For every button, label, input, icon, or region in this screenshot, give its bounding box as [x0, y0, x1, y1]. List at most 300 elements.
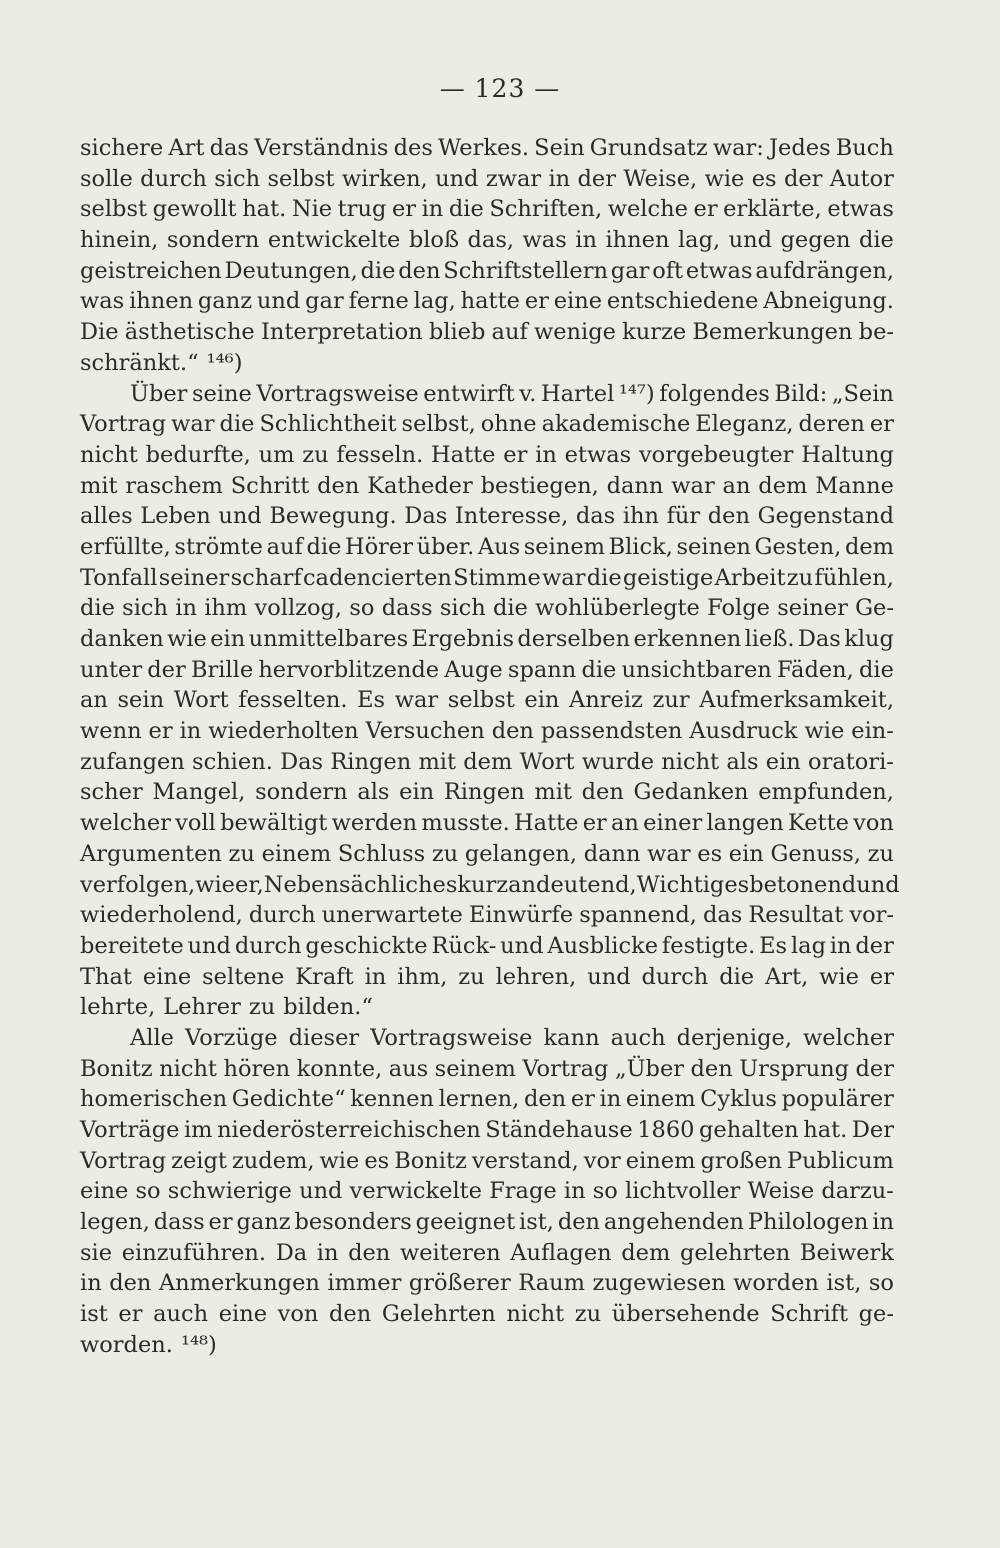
- word: blieb: [428, 319, 486, 346]
- word: Weise: [747, 1178, 815, 1205]
- word: den: [398, 257, 441, 284]
- word: war:: [712, 135, 764, 161]
- word: die: [80, 595, 115, 622]
- word: für: [666, 503, 701, 530]
- word: fesselten.: [238, 687, 348, 714]
- word: Hatte: [431, 441, 496, 468]
- word: oratori-: [808, 748, 894, 775]
- word: alles: [80, 503, 133, 530]
- word: das,: [467, 227, 515, 254]
- word: scharf: [230, 564, 302, 591]
- word: trug: [337, 196, 387, 223]
- word: oft: [652, 257, 684, 284]
- word: ge-: [858, 1301, 894, 1328]
- word: Brille: [190, 656, 254, 683]
- word: angehenden: [603, 1209, 745, 1236]
- word: solle: [80, 165, 133, 192]
- word: entwirft: [423, 380, 515, 407]
- text-line: [80, 747, 894, 778]
- text-line: [80, 1146, 894, 1177]
- word: bedurfte,: [145, 441, 251, 468]
- text-line: [80, 348, 894, 379]
- word: Anmerkungen: [158, 1270, 320, 1297]
- word: den: [557, 1209, 601, 1236]
- word: dass: [381, 595, 433, 622]
- word: des: [393, 135, 433, 161]
- word: bereitete: [80, 932, 184, 959]
- text-line: [80, 992, 894, 1023]
- word: in: [535, 441, 557, 468]
- word: die: [448, 196, 484, 223]
- word: Da: [275, 1239, 308, 1266]
- word: in: [548, 165, 571, 192]
- word: auch: [153, 1301, 209, 1328]
- word: ihnen: [605, 227, 670, 254]
- word: an: [722, 472, 751, 499]
- word: dieser: [288, 1024, 360, 1051]
- word: Grundsatz: [589, 135, 708, 161]
- word: strömte: [174, 533, 263, 560]
- word: wenige: [533, 319, 616, 346]
- word: in: [175, 595, 197, 622]
- word: durch: [234, 932, 302, 959]
- word: so: [592, 1178, 618, 1205]
- word: Der: [851, 1117, 894, 1143]
- word: Lehrer: [163, 994, 241, 1021]
- word: Das: [404, 503, 448, 530]
- word: bestiegen,: [480, 472, 599, 499]
- word: welcher: [80, 810, 171, 837]
- word: Gegenstand: [757, 503, 894, 530]
- word: Wichtiges: [636, 871, 750, 898]
- word: Bonitz: [394, 1147, 467, 1174]
- word: lehrte,: [80, 994, 156, 1021]
- word: 1860: [637, 1117, 695, 1143]
- word: aufdrängen,: [755, 257, 894, 284]
- word: Versuchen: [365, 718, 485, 745]
- word: ein: [728, 840, 764, 867]
- word: besonders: [294, 1209, 412, 1236]
- word: ihm,: [397, 963, 448, 990]
- word: vor-: [849, 902, 894, 929]
- word: sich: [439, 595, 486, 622]
- word: den: [348, 1239, 391, 1266]
- word: Aus: [477, 533, 521, 560]
- word: verwickelte: [349, 1178, 482, 1205]
- word: deren: [798, 411, 865, 438]
- text-line: [80, 900, 894, 931]
- word: bewältigt: [220, 810, 328, 837]
- word: und: [435, 165, 479, 192]
- word: dann: [606, 472, 664, 499]
- word: der: [577, 165, 617, 192]
- word: einzuführen.: [121, 1239, 267, 1266]
- word: zudem,: [231, 1147, 315, 1174]
- word: die: [859, 656, 894, 683]
- word: Auflagen: [510, 1239, 612, 1266]
- word: Kette: [788, 810, 849, 837]
- word: Rück-: [431, 932, 497, 959]
- word: er: [869, 963, 894, 990]
- word: dass: [153, 1209, 205, 1236]
- text-line: [80, 409, 894, 440]
- word: Ge-: [855, 595, 894, 622]
- word: das: [702, 902, 743, 929]
- word: dem: [463, 748, 513, 775]
- word: es: [364, 1147, 390, 1174]
- word: kann: [543, 1024, 600, 1051]
- word: wurde: [581, 748, 655, 775]
- word: Interpretation: [260, 319, 423, 346]
- word: Gedanken: [633, 779, 749, 806]
- word: spannend,: [579, 902, 697, 929]
- text-line: [80, 1268, 894, 1299]
- word: Katheder: [367, 472, 473, 499]
- text-line: [80, 1238, 894, 1269]
- word: von: [853, 810, 894, 837]
- word: vorgebeugter: [638, 441, 794, 468]
- word: mit: [418, 748, 457, 775]
- word: zu: [786, 564, 814, 591]
- word: Vorträge: [80, 1117, 180, 1143]
- word: war: [171, 411, 215, 438]
- word: einem: [625, 1086, 696, 1113]
- text-line: [80, 1115, 894, 1146]
- word: derjenige,: [676, 1024, 792, 1051]
- word: einer: [643, 810, 703, 837]
- word: er: [582, 810, 607, 837]
- word: ein: [399, 779, 435, 806]
- word: ein-: [851, 718, 894, 745]
- word: schien.: [192, 748, 273, 775]
- word: gar: [305, 288, 344, 315]
- word: Schlichtheit: [259, 411, 397, 438]
- text-line: [80, 1207, 894, 1238]
- word: Über: [130, 380, 188, 407]
- word: welche: [607, 196, 688, 223]
- word: Haltung: [801, 441, 894, 468]
- word: Vortrag: [80, 411, 167, 438]
- word: cadencierten: [302, 564, 452, 591]
- word: v.: [519, 380, 537, 407]
- word: Es: [357, 687, 386, 714]
- word: seinem: [434, 1055, 516, 1082]
- word: sich: [214, 165, 261, 192]
- word: seiner: [158, 564, 230, 591]
- word: geistige: [622, 564, 714, 591]
- word: auch: [610, 1024, 666, 1051]
- word: was: [80, 288, 125, 315]
- word: Alle: [130, 1024, 174, 1051]
- word: sichere: [80, 135, 164, 161]
- word: ihn: [622, 503, 660, 530]
- word: klug: [844, 626, 894, 652]
- word: einem: [625, 1147, 696, 1174]
- text-line: [80, 532, 894, 563]
- word: Schriften,: [489, 196, 603, 223]
- text-line: [80, 471, 894, 502]
- word: gar: [610, 257, 650, 284]
- word: nicht: [80, 441, 138, 468]
- word: Bemerkungen: [692, 319, 853, 346]
- word: betonend: [749, 871, 857, 898]
- word: verfolgen,: [80, 871, 196, 898]
- word: Sein: [534, 135, 585, 161]
- word: selbst: [447, 687, 515, 714]
- word: legen,: [80, 1209, 150, 1236]
- word: den: [707, 503, 750, 530]
- text-line: [80, 716, 894, 747]
- word: und: [187, 932, 231, 959]
- word: war: [647, 840, 691, 867]
- word: sein: [117, 687, 165, 714]
- word: empfunden,: [758, 779, 894, 806]
- word: sich: [122, 595, 169, 622]
- word: wie: [704, 165, 745, 192]
- word: großen: [700, 1147, 783, 1174]
- text-line: [80, 685, 894, 716]
- word: Argumenten: [80, 840, 222, 867]
- word: Das: [280, 748, 324, 775]
- word: schränkt.“: [80, 349, 199, 376]
- word: vor: [583, 1147, 621, 1174]
- word: so: [135, 1178, 161, 1205]
- word: populärer: [781, 1086, 894, 1113]
- word: Bild:: [774, 380, 828, 407]
- word: der: [855, 932, 894, 959]
- word: den: [317, 472, 360, 499]
- word: und: [218, 503, 262, 530]
- word: Hörer: [344, 533, 413, 560]
- word: in: [421, 196, 444, 223]
- text-line: [80, 164, 894, 195]
- word: übersehende: [611, 1301, 760, 1328]
- word: bloß: [408, 227, 460, 254]
- text-line: [80, 440, 894, 471]
- word: Resultat: [748, 902, 844, 929]
- word: weiteren: [399, 1239, 501, 1266]
- word: gelehrten: [679, 1239, 791, 1266]
- word: derselben: [517, 626, 631, 652]
- word: Schriftstellern: [443, 257, 608, 284]
- text-line: [80, 1023, 894, 1054]
- word: hinein,: [80, 227, 159, 254]
- word: in: [575, 227, 597, 254]
- word: er,: [235, 871, 264, 898]
- word: That: [80, 963, 132, 990]
- word: den: [329, 1301, 372, 1328]
- word: seinem: [523, 533, 605, 560]
- word: Eleganz,: [695, 411, 794, 438]
- word: Hartel: [540, 380, 615, 407]
- word: worden.: [80, 1331, 173, 1358]
- word: seiner: [777, 595, 848, 622]
- word: einem: [261, 840, 332, 867]
- word: passendsten: [540, 718, 683, 745]
- word: dem: [844, 533, 894, 560]
- word: homerischen: [80, 1086, 228, 1113]
- word: er: [391, 196, 417, 223]
- text-line: [80, 317, 894, 348]
- word: zur: [652, 687, 690, 714]
- word: in: [80, 1270, 102, 1297]
- word: in: [872, 1209, 894, 1236]
- text-line: [80, 225, 894, 256]
- word: Ringen: [330, 748, 412, 775]
- word: Gesten,: [754, 533, 842, 560]
- word: die: [492, 595, 528, 622]
- text-line: [80, 593, 894, 624]
- text-line: [80, 1084, 894, 1115]
- text-line: [80, 808, 894, 839]
- word: in: [316, 1239, 339, 1266]
- word: erfüllte,: [80, 533, 171, 560]
- word: zeigt: [171, 1147, 227, 1174]
- word: den: [581, 779, 624, 806]
- word: sie: [80, 1239, 113, 1266]
- word: Mangel,: [152, 779, 246, 806]
- word: Frage: [489, 1178, 557, 1205]
- word: festigte.: [661, 932, 756, 959]
- word: ein: [765, 748, 801, 775]
- text-line: [80, 931, 894, 962]
- word: Weise,: [623, 165, 698, 192]
- word: Beiwerk: [799, 1239, 894, 1266]
- word: musste.: [421, 810, 510, 837]
- word: in: [179, 718, 202, 745]
- text-line: [80, 501, 894, 532]
- word: Art,: [765, 963, 809, 990]
- word: zu: [458, 963, 485, 990]
- word: ganz: [197, 288, 253, 315]
- word: Manne: [815, 472, 894, 499]
- word: Tonfall: [80, 564, 158, 591]
- word: von: [277, 1301, 319, 1328]
- word: ihnen: [129, 288, 194, 315]
- word: eine: [142, 963, 192, 990]
- word: Raum: [518, 1270, 585, 1297]
- word: war: [394, 687, 439, 714]
- word: ¹⁴⁸): [180, 1331, 217, 1358]
- word: ist,: [826, 1270, 862, 1297]
- word: die: [219, 411, 255, 438]
- word: hören: [223, 1055, 291, 1082]
- word: und: [299, 1178, 343, 1205]
- word: hervorblitzende: [258, 656, 440, 683]
- word: das: [575, 503, 616, 530]
- word: voll: [175, 810, 216, 837]
- word: Kraft: [295, 963, 354, 990]
- word: Ständehause: [485, 1117, 633, 1143]
- word: das: [209, 135, 249, 161]
- word: unter: [80, 656, 143, 683]
- word: Ausdruck: [689, 718, 798, 745]
- word: er: [570, 1086, 595, 1113]
- word: er: [503, 441, 528, 468]
- word: Abneigung.: [763, 288, 894, 315]
- word: kennen: [350, 1086, 434, 1113]
- word: wirken,: [341, 165, 428, 192]
- word: welcher: [803, 1024, 894, 1051]
- word: Fäden,: [776, 656, 854, 683]
- word: dem: [621, 1239, 671, 1266]
- word: konnte,: [296, 1055, 383, 1082]
- word: den: [523, 1086, 567, 1113]
- word: sondern: [166, 227, 260, 254]
- word: Werkes.: [438, 135, 530, 161]
- word: scher: [80, 779, 143, 806]
- word: unerwartete: [321, 902, 463, 929]
- word: Auge: [444, 656, 503, 683]
- word: ist: [80, 1301, 108, 1328]
- word: und: [256, 288, 301, 315]
- word: entwickelte: [267, 227, 401, 254]
- word: Jedes: [769, 135, 831, 161]
- word: nicht: [661, 748, 720, 775]
- word: zu: [302, 441, 329, 468]
- word: lag,: [413, 288, 456, 315]
- word: spann: [507, 656, 577, 683]
- word: zu: [228, 840, 255, 867]
- word: in: [563, 1178, 586, 1205]
- word: hat.: [803, 1117, 848, 1143]
- word: erkennen: [633, 626, 742, 652]
- text-line: [80, 133, 894, 164]
- word: Bonitz: [80, 1055, 153, 1082]
- word: etwas: [827, 196, 894, 223]
- word: als: [726, 748, 759, 775]
- word: den: [109, 1270, 152, 1297]
- word: gelangen,: [464, 840, 578, 867]
- word: Vortragsweise: [256, 380, 419, 407]
- word: zwar: [485, 165, 542, 192]
- word: die: [586, 564, 622, 591]
- word: wohlüberlegte: [535, 595, 700, 622]
- word: Blick,: [608, 533, 673, 560]
- word: an: [80, 687, 108, 714]
- body-text: [80, 133, 900, 1361]
- word: zu: [431, 840, 459, 867]
- word: zu: [574, 1301, 602, 1328]
- word: und: [587, 963, 631, 990]
- word: eine: [218, 1301, 268, 1328]
- word: zu: [248, 994, 276, 1021]
- word: Ringen: [443, 779, 525, 806]
- word: lehren,: [495, 963, 577, 990]
- word: Gedichte“: [231, 1086, 346, 1113]
- word: ließ.: [744, 626, 795, 652]
- word: Deutungen,: [224, 257, 358, 284]
- word: wie: [167, 626, 207, 652]
- text-line: [80, 286, 894, 317]
- word: bilden.“: [283, 994, 373, 1021]
- word: Verständnis: [254, 135, 389, 161]
- word: an: [611, 810, 639, 837]
- word: er: [693, 196, 718, 223]
- word: selbst: [267, 165, 335, 192]
- word: wie: [319, 1147, 360, 1174]
- word: Wort: [519, 748, 575, 775]
- word: fühlen,: [814, 564, 894, 591]
- word: wie: [804, 718, 845, 745]
- word: selbst: [80, 196, 148, 223]
- word: schwierige: [167, 1178, 292, 1205]
- word: Ergebnis: [411, 626, 515, 652]
- text-line: [80, 256, 894, 287]
- word: seltene: [202, 963, 285, 990]
- text-line: [80, 563, 894, 594]
- word: Publicum: [787, 1147, 894, 1174]
